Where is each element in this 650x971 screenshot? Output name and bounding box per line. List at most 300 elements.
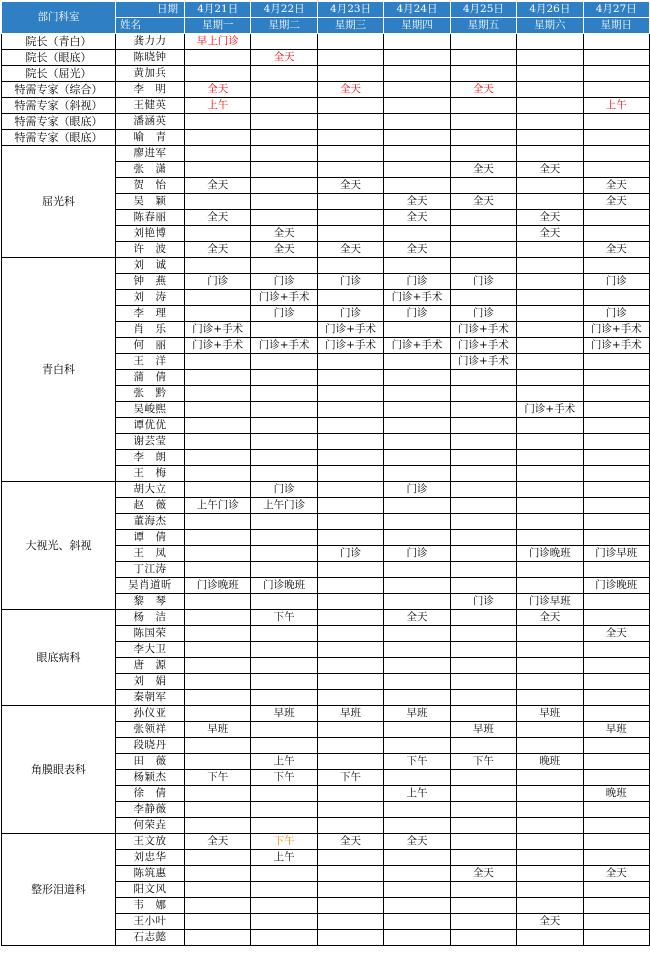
shift-cell [185,706,251,722]
shift-cell [251,418,317,434]
shift-cell [185,754,251,770]
shift-cell [384,82,450,98]
shift-cell [185,418,251,434]
shift-cell [583,354,649,370]
shift-cell [517,66,583,82]
shift-cell [450,98,516,114]
shift-cell: 全天 [384,242,450,258]
shift-cell [185,546,251,562]
shift-cell [583,418,649,434]
table-row [2,130,650,146]
shift-cell [517,658,583,674]
shift-cell [517,322,583,338]
shift-cell: 下午 [185,770,251,786]
shift-cell [317,882,383,898]
shift-cell [384,642,450,658]
doctor-name: 蒲 倩 [116,370,185,386]
doctor-name: 廖进军 [116,146,185,162]
shift-cell [517,34,583,50]
shift-cell: 全天 [317,242,383,258]
shift-cell [517,386,583,402]
shift-cell [583,770,649,786]
shift-cell [583,898,649,914]
shift-cell [384,690,450,706]
shift-cell [317,722,383,738]
shift-cell: 门诊+手术 [384,290,450,306]
shift-cell: 晚班 [583,786,649,802]
shift-cell [517,818,583,834]
shift-cell [517,306,583,322]
shift-cell [517,882,583,898]
shift-cell [317,690,383,706]
shift-cell [251,34,317,50]
table-row [2,34,650,50]
shift-cell [251,82,317,98]
shift-cell [450,514,516,530]
shift-cell [384,498,450,514]
weekday-header-1: 星期二 [251,18,317,34]
shift-cell [317,226,383,242]
doctor-name: 陈筑惠 [116,866,185,882]
shift-cell [517,466,583,482]
shift-cell: 全天 [583,626,649,642]
schedule-table [1,1,650,946]
shift-cell [185,594,251,610]
shift-cell [185,818,251,834]
table-row [2,98,650,114]
shift-cell [185,66,251,82]
shift-cell [517,50,583,66]
shift-cell: 早班 [185,722,251,738]
shift-cell [384,450,450,466]
shift-cell [583,370,649,386]
shift-cell [317,482,383,498]
shift-cell [317,434,383,450]
doctor-name: 王 洋 [116,354,185,370]
shift-cell [317,162,383,178]
doctor-name: 何荣垚 [116,818,185,834]
weekday-header-4: 星期五 [450,18,516,34]
doctor-name: 许 波 [116,242,185,258]
shift-cell [450,914,516,930]
shift-cell: 上午 [251,850,317,866]
shift-cell: 门诊 [251,482,317,498]
shift-cell: 下午 [450,754,516,770]
shift-cell: 早班 [251,706,317,722]
date-label-header [116,2,185,18]
shift-cell [450,370,516,386]
table-row [2,706,650,722]
doctor-name: 刘艳博 [116,226,185,242]
shift-cell [317,898,383,914]
shift-cell [517,834,583,850]
shift-cell: 全天 [384,834,450,850]
shift-cell [185,866,251,882]
shift-cell: 门诊+手术 [450,338,516,354]
shift-cell [583,130,649,146]
shift-cell [583,434,649,450]
shift-cell [251,530,317,546]
doctor-name: 李静薇 [116,802,185,818]
shift-cell: 早上门诊 [185,34,251,50]
doctor-name: 吴 颖 [116,194,185,210]
shift-cell [251,114,317,130]
shift-cell [317,210,383,226]
doctor-name: 陈春丽 [116,210,185,226]
shift-cell [583,482,649,498]
date-header-4: 4月25日 [450,2,516,18]
doctor-name: 刘 涛 [116,290,185,306]
shift-cell [450,418,516,434]
shift-cell [251,434,317,450]
doctor-name: 吴肖道昕 [116,578,185,594]
shift-cell: 上午 [583,98,649,114]
table-body [2,34,650,946]
dept-cell: 整形泪道科 [2,834,116,946]
shift-cell [185,482,251,498]
shift-cell [450,242,516,258]
shift-cell [517,482,583,498]
table-row [2,834,650,850]
shift-cell [384,626,450,642]
doctor-name: 张 潇 [116,162,185,178]
shift-cell [583,882,649,898]
shift-cell [185,786,251,802]
shift-cell [251,178,317,194]
doctor-name: 王 梅 [116,466,185,482]
weekday-header-2: 星期三 [317,18,383,34]
shift-cell [251,354,317,370]
shift-cell [450,674,516,690]
shift-cell [185,402,251,418]
shift-cell [583,146,649,162]
shift-cell [583,402,649,418]
doctor-name: 何 丽 [116,338,185,354]
doctor-name: 杨 洁 [116,610,185,626]
shift-cell: 门诊 [384,274,450,290]
doctor-name: 黎 琴 [116,594,185,610]
shift-cell: 全天 [251,226,317,242]
shift-cell: 下午 [317,770,383,786]
shift-cell [583,514,649,530]
shift-cell [317,98,383,114]
doctor-name: 韦 娜 [116,898,185,914]
shift-cell [384,514,450,530]
dept-cell: 特需专家（斜视） [2,98,116,114]
doctor-name: 陈国荣 [116,626,185,642]
doctor-name: 潘涵英 [116,114,185,130]
shift-cell [317,258,383,274]
shift-cell: 全天 [450,866,516,882]
shift-cell [384,818,450,834]
doctor-name: 张领祥 [116,722,185,738]
shift-cell [185,162,251,178]
shift-cell: 门诊 [317,274,383,290]
shift-cell [384,98,450,114]
shift-cell [251,866,317,882]
shift-cell [384,722,450,738]
shift-cell: 全天 [251,50,317,66]
shift-cell: 上午门诊 [185,498,251,514]
shift-cell [450,642,516,658]
shift-cell [185,610,251,626]
shift-cell: 早班 [384,706,450,722]
shift-cell [185,674,251,690]
shift-cell [185,114,251,130]
shift-cell [450,690,516,706]
shift-cell [317,738,383,754]
doctor-name: 王 凤 [116,546,185,562]
shift-cell [583,162,649,178]
shift-cell [384,898,450,914]
shift-cell: 下午 [251,610,317,626]
shift-cell [583,658,649,674]
shift-cell: 门诊晚班 [185,578,251,594]
shift-cell: 早班 [583,722,649,738]
shift-cell [384,466,450,482]
shift-cell [251,722,317,738]
shift-cell [517,866,583,882]
shift-cell [583,802,649,818]
shift-cell [517,178,583,194]
shift-cell [450,818,516,834]
shift-cell [384,114,450,130]
shift-cell: 门诊+手术 [251,338,317,354]
doctor-name: 王健英 [116,98,185,114]
dept-cell: 特需专家（综合） [2,82,116,98]
shift-cell: 门诊 [251,274,317,290]
name-label-header [116,18,185,34]
shift-cell [517,242,583,258]
shift-cell [185,450,251,466]
shift-cell [450,386,516,402]
shift-cell [517,98,583,114]
shift-cell [384,258,450,274]
shift-cell [251,370,317,386]
doctor-name: 阳文风 [116,882,185,898]
doctor-name: 胡大立 [116,482,185,498]
shift-cell: 全天 [317,834,383,850]
weekday-header-5: 星期六 [517,18,583,34]
shift-cell [384,386,450,402]
shift-cell: 全天 [583,194,649,210]
shift-cell: 门诊晚班 [583,578,649,594]
table-row [2,258,650,274]
weekday-header-6: 星期日 [583,18,649,34]
shift-cell [317,450,383,466]
shift-cell [517,690,583,706]
doctor-name: 王小叶 [116,914,185,930]
shift-cell [450,402,516,418]
shift-cell [251,450,317,466]
shift-cell [517,434,583,450]
shift-cell [517,354,583,370]
shift-cell [450,114,516,130]
doctor-name: 段晓丹 [116,738,185,754]
header-row-dates [2,2,650,18]
shift-cell [450,882,516,898]
shift-cell [517,770,583,786]
shift-cell [185,306,251,322]
shift-cell: 全天 [450,82,516,98]
shift-cell [517,370,583,386]
shift-cell: 门诊 [450,306,516,322]
shift-cell [450,50,516,66]
doctor-name: 谭优优 [116,418,185,434]
shift-cell [251,674,317,690]
shift-cell: 门诊 [317,306,383,322]
shift-cell [450,146,516,162]
shift-cell [384,674,450,690]
shift-cell: 门诊 [317,546,383,562]
shift-cell [185,434,251,450]
shift-cell [517,642,583,658]
shift-cell [450,434,516,450]
dept-cell: 大视光、斜视 [2,482,116,610]
doctor-name: 秦朝军 [116,690,185,706]
shift-cell [185,370,251,386]
date-header-3: 4月24日 [384,2,450,18]
shift-cell [185,658,251,674]
shift-cell [583,818,649,834]
shift-cell [384,434,450,450]
shift-cell [450,658,516,674]
shift-cell [251,802,317,818]
shift-cell [251,738,317,754]
shift-cell: 上午 [384,786,450,802]
shift-cell [185,930,251,946]
table-row [2,50,650,66]
shift-cell: 门诊+手术 [517,402,583,418]
shift-cell [450,226,516,242]
shift-cell: 门诊+手术 [450,322,516,338]
shift-cell: 门诊 [450,274,516,290]
shift-cell: 全天 [384,610,450,626]
dept-cell: 院长（屈光） [2,66,116,82]
shift-cell [450,34,516,50]
shift-cell [583,674,649,690]
shift-cell [317,610,383,626]
dept-cell: 眼底病科 [2,610,116,706]
shift-cell: 门诊+手术 [450,354,516,370]
shift-cell [517,786,583,802]
shift-cell [583,50,649,66]
doctor-name: 李 理 [116,306,185,322]
shift-cell [251,322,317,338]
shift-cell [450,786,516,802]
shift-cell [185,130,251,146]
shift-cell: 全天 [517,610,583,626]
shift-cell [583,290,649,306]
table-row [2,82,650,98]
shift-cell [450,530,516,546]
doctor-name: 谭 倩 [116,530,185,546]
shift-cell: 门诊 [583,306,649,322]
shift-cell [317,850,383,866]
shift-cell [450,210,516,226]
shift-cell: 全天 [517,162,583,178]
shift-cell [450,258,516,274]
shift-cell [185,50,251,66]
shift-cell [450,498,516,514]
shift-cell [583,562,649,578]
shift-cell [317,754,383,770]
shift-cell [317,66,383,82]
doctor-name: 黄加兵 [116,66,185,82]
shift-cell [185,354,251,370]
shift-cell [251,562,317,578]
shift-cell [317,50,383,66]
shift-cell [384,130,450,146]
shift-cell: 门诊 [583,274,649,290]
shift-cell [185,898,251,914]
shift-cell [317,658,383,674]
shift-cell [384,226,450,242]
doctor-name: 石志懿 [116,930,185,946]
shift-cell [450,450,516,466]
shift-cell: 全天 [185,210,251,226]
shift-cell [251,402,317,418]
shift-cell [517,498,583,514]
shift-cell [517,258,583,274]
shift-cell [185,226,251,242]
doctor-name: 徐 倩 [116,786,185,802]
shift-cell [384,562,450,578]
shift-cell: 门诊+手术 [583,322,649,338]
shift-cell [185,386,251,402]
shift-cell [583,82,649,98]
shift-cell [517,82,583,98]
shift-cell [384,882,450,898]
shift-cell [583,498,649,514]
shift-cell [450,802,516,818]
shift-cell [517,850,583,866]
shift-cell: 全天 [517,226,583,242]
shift-cell [251,546,317,562]
date-header-1: 4月22日 [251,2,317,18]
shift-cell [317,386,383,402]
shift-cell [583,914,649,930]
shift-cell [317,354,383,370]
date-header-6: 4月27日 [583,2,649,18]
shift-cell [583,386,649,402]
dept-cell: 院长（眼底） [2,50,116,66]
doctor-name: 龚力力 [116,34,185,50]
shift-cell [450,626,516,642]
shift-cell [517,146,583,162]
shift-cell: 全天 [185,82,251,98]
shift-cell [251,818,317,834]
shift-cell [583,610,649,626]
shift-cell [251,258,317,274]
shift-cell [450,850,516,866]
shift-cell: 全天 [317,178,383,194]
shift-cell [450,482,516,498]
doctor-name: 杨颖杰 [116,770,185,786]
shift-cell [317,402,383,418]
shift-cell [583,834,649,850]
shift-cell [450,738,516,754]
shift-cell: 下午 [384,754,450,770]
dept-cell: 屈光科 [2,146,116,258]
doctor-name: 李 朗 [116,450,185,466]
shift-cell [583,530,649,546]
shift-cell: 门诊 [450,594,516,610]
shift-cell: 全天 [317,82,383,98]
shift-cell: 上午 [185,98,251,114]
shift-cell [450,562,516,578]
shift-cell [517,290,583,306]
